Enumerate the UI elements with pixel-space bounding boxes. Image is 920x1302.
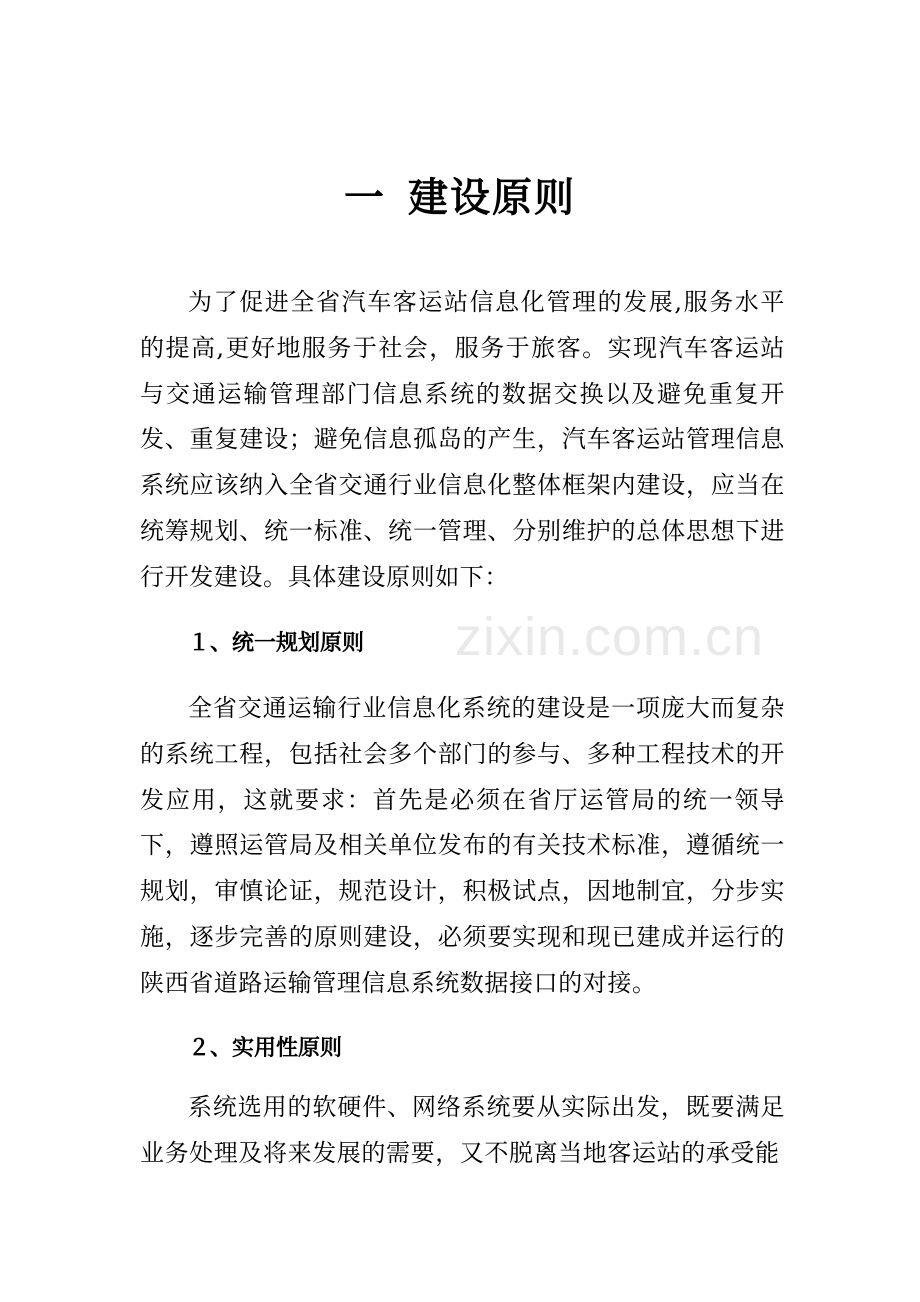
section-heading-unified-planning: １、统一规划原则 [188,631,365,656]
section-body-practicality: 系统选用的软硬件、网络系统要从实际出发，既要满足业务处理及将来发展的需要，又不脱离当地客运站的承受能 [140,1093,785,1167]
page-title [0,172,920,224]
section-heading-practicality: ２、实用性原则 [188,1036,343,1061]
section-body-unified-planning: 全省交通运输行业信息化系统的建设是一项庞大而复杂的系统工程，包括社会多个部门的参与、多种工程技术的开发应用，这就要求：首先是必须在省厅运管局的统一领导下，遵照运管局及相关单位发布的有关技术标准，遵循统一规划，审慎论证，规范设计，积极试点，因地制宜，分步实施，逐步完善的原则建设，必须要实现和现已建成并运行的陕西省道路运输管理信息系统数据接口的对接。 [140,694,785,997]
title-number: 一 [344,175,386,221]
title-text: 建设原则 [408,175,576,221]
intro-paragraph: 为了促进全省汽车客运站信息化管理的发展,服务水平的提高,更好地服务于社会，服务于旅客。实现汽车客运站与交通运输管理部门信息系统的数据交换以及避免重复开发、重复建设；避免信息孤岛的产生，汽车客运站管理信息系统应该纳入全省交通行业信息化整体框架内建设，应当在统筹规划、统一标准、统一管理、分别维护的总体思想下进行开发建设。具体建设原则如下： [140,288,785,591]
watermark: zixin.com.cn [455,607,765,667]
